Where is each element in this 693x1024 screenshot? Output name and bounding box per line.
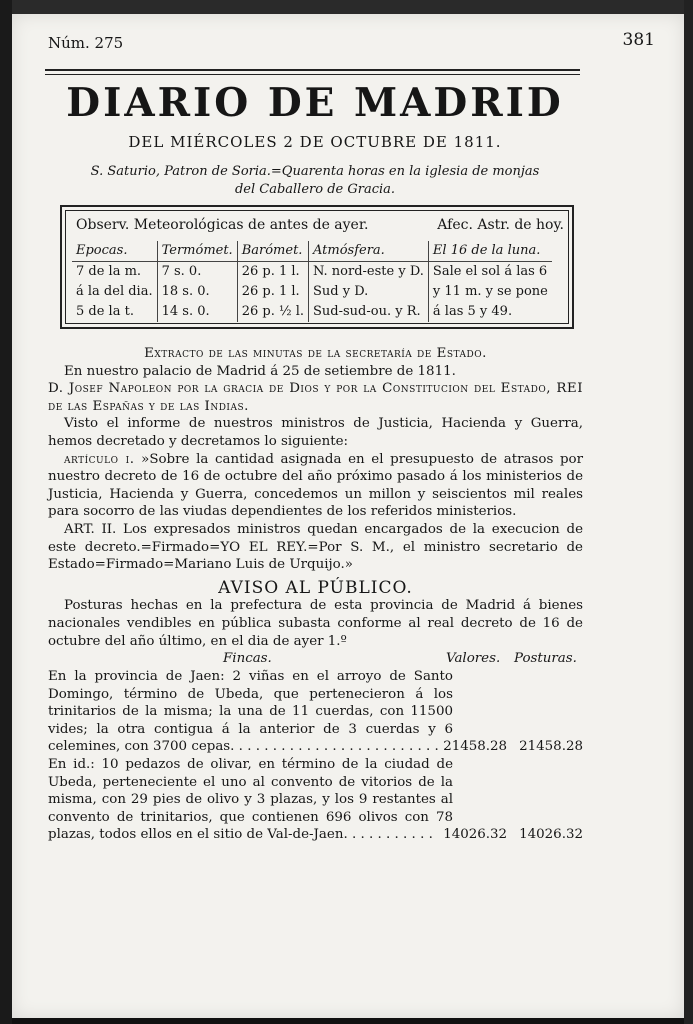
auction-entry — [48, 756, 583, 844]
entry-postura: 14026.32 — [519, 827, 583, 843]
scan-left-edge — [0, 0, 12, 1024]
masthead-title: DIARIO DE MADRID — [66, 80, 564, 126]
entry-valor: 14026.32 — [443, 827, 508, 843]
saint-of-day — [60, 163, 570, 199]
meteo-cell: 26 p. 1 l. — [237, 262, 308, 283]
palace-line: En nuestro palacio de Madrid á 25 de setiembre de 1811. — [64, 363, 456, 379]
entry-amounts — [431, 738, 583, 756]
meteo-col-header: Epocas. — [72, 241, 157, 262]
scan-right-edge — [684, 0, 693, 1024]
entry-text: En id.: 10 pedazos de olivar, en término de la ciudad de Ubeda, perteneciente el uno al convento de vitorios de la misma, con 29 pies de olivo y 3 plazas, y los 9 restantes al convento de trinitarios, que contienen 696 olivos con 78 plazas, todos ellos en el sitio de Val-de-Jaen. . . . . . . . . . . — [48, 757, 453, 843]
meteo-col-header: El 16 de la luna. — [428, 241, 551, 262]
page-number: 381 — [622, 30, 655, 50]
decree-intro: Visto el informe de nuestros ministros de Justicia, Hacienda y Guerra, hemos decretado y decretamos lo siguiente: — [48, 416, 583, 449]
article-2-label: ART. II. — [64, 521, 117, 537]
meteo-cell: Sud-sud-ou. y R. — [309, 302, 429, 322]
meteo-col-header: Termómet. — [157, 241, 237, 262]
extract-heading: Extracto de las minutas de la secretaría de Estado. — [144, 346, 487, 361]
meteo-cell: á las 5 y 49. — [428, 302, 551, 322]
aviso-title: AVISO AL PÚBLICO. — [218, 577, 413, 598]
meteo-cell: N. nord-este y D. — [309, 262, 429, 283]
header-rule-thin — [45, 74, 580, 75]
entry-postura: 21458.28 — [519, 739, 583, 755]
king-line: D. Josef Napoleon por la gracia de Dios y por la Constitucion del Estado, REI de las Españas y de las Indias. — [48, 381, 583, 414]
issue-number: Núm. 275 — [48, 34, 124, 52]
meteo-heading: Observ. Meteorológicas de antes de ayer. — [76, 217, 369, 233]
meteo-cell: y 11 m. y se pone — [428, 282, 551, 302]
meteo-col-header: Atmósfera. — [309, 241, 429, 262]
col-posturas: Posturas. — [514, 651, 577, 667]
article-1-label: artículo i. — [64, 451, 135, 467]
auction-entry — [48, 668, 583, 756]
saint-line-2: del Caballero de Gracia. — [234, 182, 396, 197]
meteo-cell: 26 p. 1 l. — [237, 282, 308, 302]
entry-valor: 21458.28 — [443, 739, 508, 755]
astro-heading: Afec. Astr. de hoy. — [437, 217, 564, 233]
meteo-cell: 5 de la t. — [76, 304, 134, 319]
col-valores: Valores. — [446, 651, 501, 667]
meteo-cell: á la del dia. — [76, 284, 153, 299]
meteo-col-header: Barómet. — [237, 241, 308, 262]
meteo-cell: Sud y D. — [309, 282, 429, 302]
meteo-cell: 7 s. 0. — [157, 262, 237, 283]
entry-amounts — [431, 826, 583, 844]
auction-columns-header — [48, 650, 583, 668]
meteo-cell: 14 s. 0. — [157, 302, 237, 322]
meteo-cell: 26 p. ½ l. — [237, 302, 308, 322]
meteo-cell: 7 de la m. — [76, 264, 142, 279]
issue-date: DEL MIÉRCOLES 2 DE OCTUBRE DE 1811. — [128, 133, 502, 151]
meteo-row — [72, 262, 552, 283]
article-body — [48, 345, 583, 844]
saint-line-1: S. Saturio, Patron de Soria.=Quarenta horas en la iglesia de monjas — [90, 164, 540, 179]
meteo-row — [72, 302, 552, 322]
col-fincas: Fincas. — [223, 651, 272, 667]
entry-text: En la provincia de Jaen: 2 viñas en el arroyo de Santo Domingo, término de Ubeda, que pertenecieron á los trinitarios de la misma; la una de 11 cuerdas, con 11500 vides; la otra contigua á la anterior de 3 cuerdas y 6 celemines, con 3700 cepas. . . . . . . . . . . . . . . . . . . . . . . . . . — [48, 669, 453, 755]
scan-top-edge — [0, 0, 693, 14]
article-2-text: Los expresados ministros quedan encargados de la execucion de este decreto.=Firmado=YO EL REY.=Por S. M., el ministro secretario de Estado=Firmado=Mariano Luis de Urquijo.» — [48, 521, 583, 573]
article-1 — [48, 451, 583, 521]
meteo-header-row — [72, 241, 552, 262]
article-1-text: »Sobre la cantidad asignada en el presupuesto de atrasos por nuestro decreto de 16 de octubre del año próximo pasado á los ministerios de Justicia, Hacienda y Guerra, concedemos un millon y seiscientos mil reales para socorro de las viudas dependientes de los referidos ministerios. — [48, 451, 583, 520]
meteo-cell: Sale el sol á las 6 — [428, 262, 551, 283]
article-2 — [48, 521, 583, 574]
header-rule-top — [45, 69, 580, 71]
meteo-row — [72, 282, 552, 302]
meteo-table — [72, 241, 552, 322]
meteo-cell: 18 s. 0. — [157, 282, 237, 302]
aviso-intro: Posturas hechas en la prefectura de esta provincia de Madrid á bienes nacionales vendibles en pública subasta conforme al real decreto de 16 de octubre del año último, en el dia de ayer 1.º — [48, 598, 583, 649]
meteorological-box — [60, 205, 574, 329]
